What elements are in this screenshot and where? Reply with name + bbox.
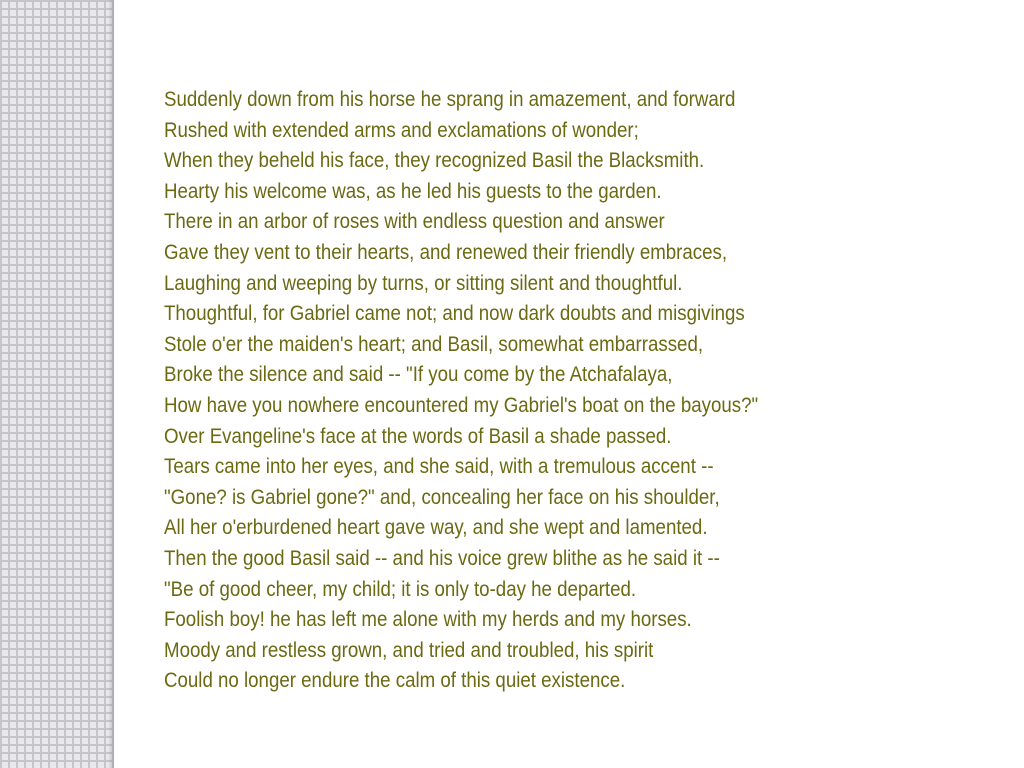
- poem-line-10: Broke the silence and said -- "If you come by the Atchafalaya,: [164, 363, 673, 387]
- poem-line-12: Over Evangeline's face at the words of Basil a shade passed.: [164, 424, 672, 448]
- poem-line-14: "Gone? is Gabriel gone?" and, concealing her face on his shoulder,: [164, 485, 720, 509]
- poem-line-8: Thoughtful, for Gabriel came not; and now dark doubts and misgivings: [164, 302, 745, 326]
- poem-line-19: Moody and restless grown, and tried and troubled, his spirit: [164, 638, 654, 662]
- poem-line-6: Gave they vent to their hearts, and renewed their friendly embraces,: [164, 240, 728, 264]
- decorative-side-pattern: [0, 0, 114, 768]
- poem-line-16: Then the good Basil said -- and his voice grew blithe as he said it --: [164, 546, 720, 570]
- poem-line-9: Stole o'er the maiden's heart; and Basil, somewhat embarrassed,: [164, 332, 704, 356]
- poem-line-5: There in an arbor of roses with endless question and answer: [164, 210, 665, 234]
- poem-line-20: Could no longer endure the calm of this quiet existence.: [164, 669, 626, 693]
- side-pattern-shadow: [108, 0, 114, 768]
- poem-line-1: Suddenly down from his horse he sprang in amazement, and forward: [164, 88, 736, 111]
- poem-line-13: Tears came into her eyes, and she said, with a tremulous accent --: [164, 455, 714, 479]
- poem-line-17: "Be of good cheer, my child; it is only to-day he departed.: [164, 577, 637, 601]
- poem-line-3: When they beheld his face, they recognized Basil the Blacksmith.: [164, 149, 705, 173]
- poem-line-2: Rushed with extended arms and exclamations of wonder;: [164, 118, 639, 142]
- poem-text: [164, 85, 758, 697]
- poem-line-11: How have you nowhere encountered my Gabriel's boat on the bayous?": [164, 393, 759, 417]
- poem-line-7: Laughing and weeping by turns, or sitting silent and thoughtful.: [164, 271, 683, 295]
- poem-line-4: Hearty his welcome was, as he led his guests to the garden.: [164, 179, 662, 203]
- poem-line-15: All her o'erburdened heart gave way, and she wept and lamented.: [164, 516, 708, 540]
- poem-line-18: Foolish boy! he has left me alone with my herds and my horses.: [164, 608, 692, 632]
